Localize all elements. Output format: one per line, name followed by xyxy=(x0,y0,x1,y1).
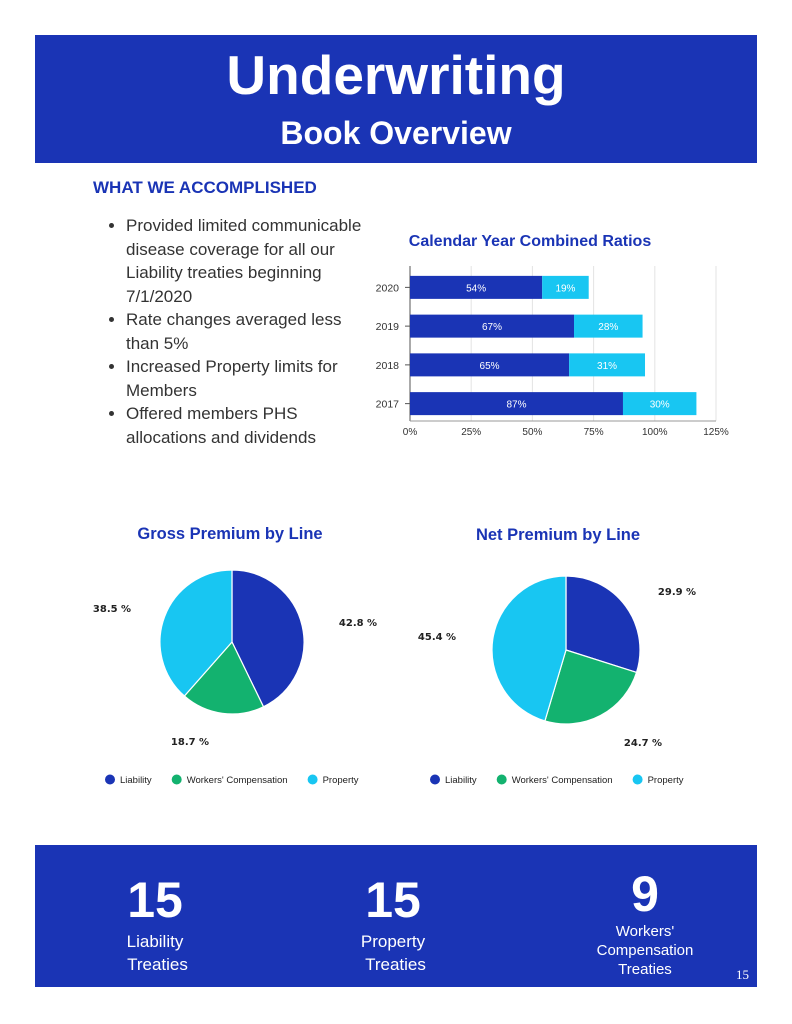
list-item: • Rate changes averaged less than 5% xyxy=(126,308,371,355)
x-tick-label: 25% xyxy=(461,427,482,438)
stat-number: 15 xyxy=(365,872,421,928)
page-subtitle: Book Overview xyxy=(280,115,512,151)
legend-label: Liability xyxy=(120,775,152,786)
pie-data-label: 29.9 % xyxy=(657,587,697,598)
legend-label: Workers' Compensation xyxy=(511,775,613,786)
stat-number: 15 xyxy=(127,872,183,928)
bar-data-label: 65% xyxy=(479,360,500,372)
bar-data-label: 28% xyxy=(598,322,619,334)
legend-label: Workers' Compensation xyxy=(186,775,288,786)
stat-label: Treaties xyxy=(365,955,426,974)
pie-data-label: 45.4 % xyxy=(417,632,457,643)
list-item: • Provided limited communicable disease coverage for all our Liability treaties beginning 7/1/2020 xyxy=(126,214,371,308)
legend-swatch xyxy=(172,775,182,785)
y-tick-label: 2020 xyxy=(375,282,399,295)
stat-number: 9 xyxy=(631,866,659,922)
legend-label: Liability xyxy=(445,775,477,786)
stat-label: Liability xyxy=(126,932,184,951)
pie-data-label: 24.7 % xyxy=(623,738,663,749)
bar-chart-title: Calendar Year Combined Ratios xyxy=(408,233,652,250)
net-pie-title: Net Premium by Line xyxy=(475,526,641,544)
x-tick-label: 125% xyxy=(703,427,729,438)
gross-premium-pie-chart xyxy=(80,555,380,805)
list-item: • Increased Property limits for Members xyxy=(126,355,371,402)
legend-label: Property xyxy=(647,775,684,786)
pie-data-label: 18.7 % xyxy=(170,737,210,748)
y-tick-label: 2017 xyxy=(375,398,399,411)
y-tick-label: 2019 xyxy=(375,321,399,334)
bar-data-label: 30% xyxy=(649,399,670,411)
legend-swatch xyxy=(430,775,440,785)
accomplished-list xyxy=(108,214,371,449)
header-banner xyxy=(35,35,757,163)
stat-liability xyxy=(105,872,205,976)
stat-label: Treaties xyxy=(618,961,672,978)
legend-label: Property xyxy=(322,775,359,786)
pie-data-label: 42.8 % xyxy=(338,618,378,629)
stat-label: Workers' xyxy=(615,923,675,940)
accomplished-heading: WHAT WE ACCOMPLISHED xyxy=(93,178,317,197)
x-tick-label: 50% xyxy=(522,427,543,438)
page-title: Underwriting xyxy=(226,44,566,106)
legend-swatch xyxy=(633,775,643,785)
stat-label: Property xyxy=(360,932,426,951)
x-tick-label: 100% xyxy=(642,427,668,438)
net-premium-pie-chart xyxy=(405,555,725,805)
gross-pie-title: Gross Premium by Line xyxy=(137,525,323,543)
legend-swatch xyxy=(497,775,507,785)
pie-data-label: 38.5 % xyxy=(92,604,132,615)
bar-data-label: 67% xyxy=(482,322,503,334)
stat-workers-comp xyxy=(575,866,715,979)
stats-banner xyxy=(35,845,757,987)
page-number: 15 xyxy=(736,967,749,982)
bar-data-label: 31% xyxy=(597,360,618,372)
combined-ratio-bar-chart xyxy=(360,262,760,447)
x-tick-label: 75% xyxy=(583,427,604,438)
x-tick-label: 0% xyxy=(402,427,418,438)
stat-label: Compensation xyxy=(596,942,694,959)
legend-swatch xyxy=(105,775,115,785)
y-tick-label: 2018 xyxy=(375,359,399,372)
list-item: • Offered members PHS allocations and dividends xyxy=(126,402,371,449)
legend-swatch xyxy=(308,775,318,785)
bar-data-label: 19% xyxy=(555,283,576,295)
stat-property xyxy=(343,872,443,976)
bar-data-label: 54% xyxy=(466,283,487,295)
stat-label: Treaties xyxy=(127,955,188,974)
bar-data-label: 87% xyxy=(506,399,527,411)
